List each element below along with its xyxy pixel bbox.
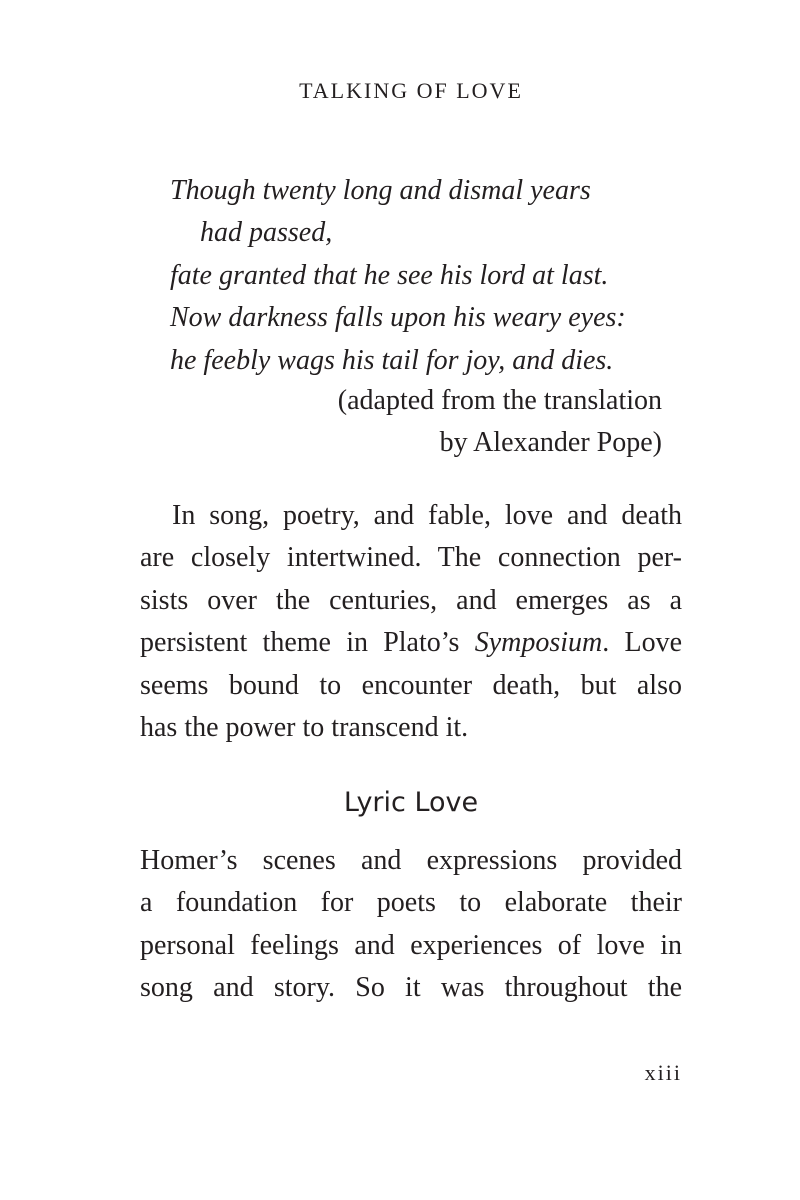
- section-heading: Lyric Love: [343, 787, 479, 818]
- body-paragraph: [140, 840, 682, 1010]
- paragraph-line: seems bound to encounter death, but also: [140, 669, 682, 701]
- paragraph-line: song and story. So it was throughout the: [140, 972, 682, 1004]
- verse-line: Though twenty long and dismal years: [170, 175, 591, 206]
- verse-line: fate granted that he see his lord at last.: [170, 259, 609, 291]
- paragraph-line: sists over the centuries, and emerges as a: [140, 584, 682, 616]
- paragraph-text: persistent theme in Plato’s: [140, 627, 475, 659]
- verse-epigraph: [170, 170, 690, 382]
- paragraph-line: has the power to transcend it.: [140, 712, 469, 744]
- paragraph-line: In song, poetry, and fable, love and death: [172, 500, 682, 531]
- paragraph-line: a foundation for poets to elaborate their: [140, 887, 682, 919]
- attribution-line: by Alexander Pope): [439, 427, 662, 459]
- paragraph-text: . Love: [602, 627, 682, 659]
- paragraph-line: Homer’s scenes and expressions provided: [140, 845, 682, 876]
- verse-line: he feebly wags his tail for joy, and dies.: [170, 344, 614, 376]
- page-number: xiii: [644, 1060, 682, 1085]
- paragraph-line: are closely intertwined. The connection per-: [140, 542, 682, 574]
- book-title-emphasis: Symposium: [474, 627, 603, 659]
- paragraph-line: [140, 622, 682, 664]
- verse-attribution: [140, 380, 662, 465]
- body-paragraph: [140, 495, 682, 749]
- paragraph-line: personal feelings and experiences of love in: [140, 929, 682, 961]
- running-head: TALKING OF LOVE: [299, 78, 523, 103]
- verse-line: had passed,: [200, 217, 333, 249]
- verse-line: Now darkness falls upon his weary eyes:: [170, 302, 626, 334]
- attribution-line: (adapted from the translation: [337, 385, 662, 416]
